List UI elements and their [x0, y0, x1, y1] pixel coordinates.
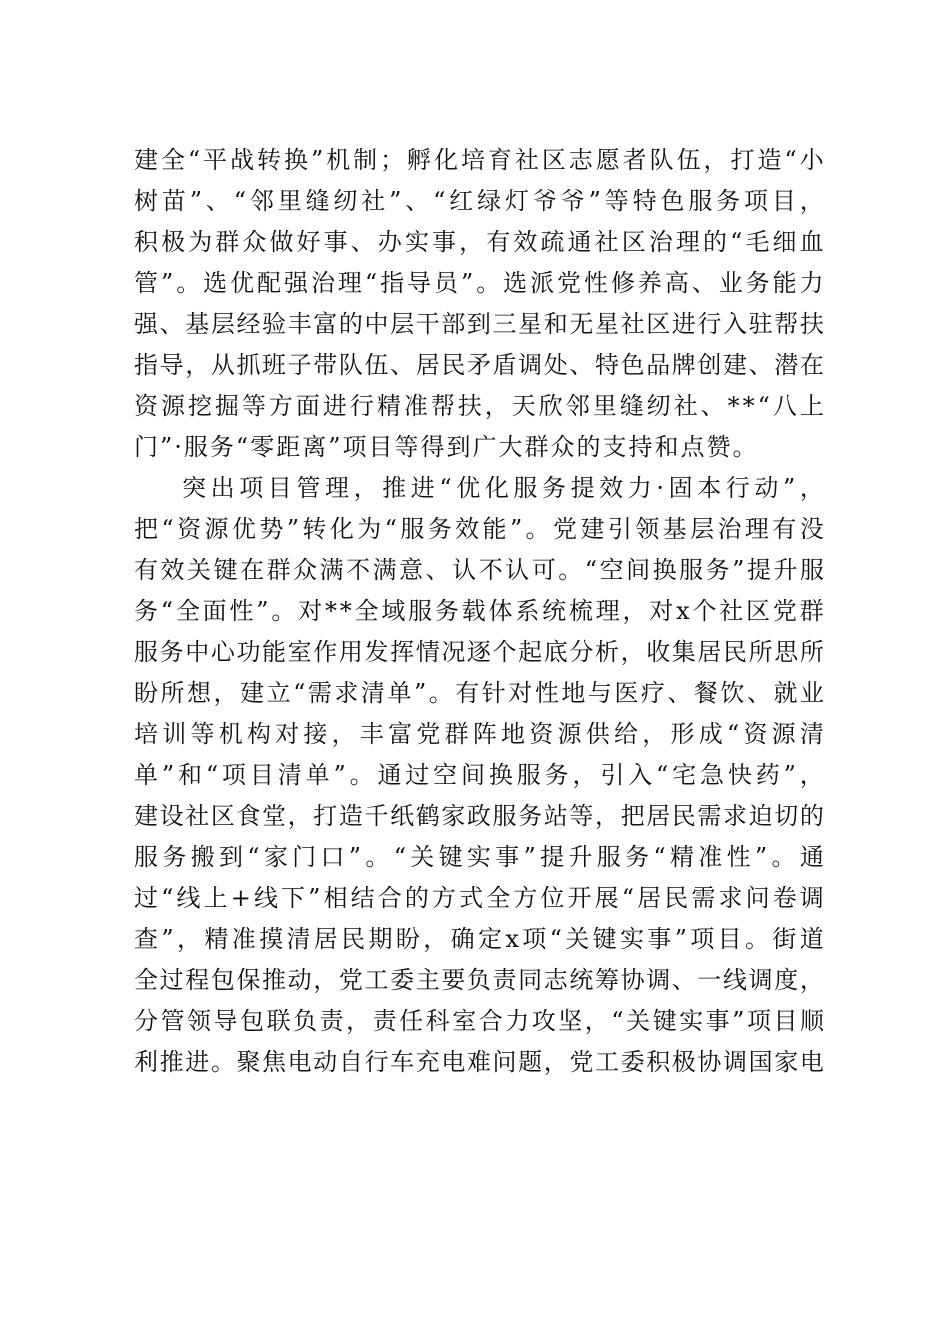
- text-line: 树 苗 ” 、 “ 邻 里 缝 纫 社 ” 、 “ 红 绿 灯 爷 爷 ” 等 特 色 服 务 项 目 ，: [134, 187, 824, 215]
- text-line: 积 极 为 群 众 做 好 事 、 办 实 事 ， 有 效 疏 通 社 区 治 理 的 “ 毛 细 血: [134, 228, 824, 256]
- text-line: 建 全 “ 平 战 转 换 ” 机 制 ； 孵 化 培 育 社 区 志 愿 者 队 伍 ， 打 造 “ 小: [134, 146, 824, 174]
- text-line: 管 ” 。 选 优 配 强 治 理 “ 指 导 员 ” 。 选 派 党 性 修 养 高 、 业 务 能 力: [134, 269, 824, 297]
- text-line: 有 效 关 键 在 群 众 满 不 满 意 、 认 不 认 可 。 “ 空 间 换 服 务 ” 提 升 服: [134, 556, 824, 584]
- text-line: 突 出 项 目 管 理 ， 推 进 “ 优 化 服 务 提 效 力 · 固 本 行 动 ” ，: [182, 474, 824, 502]
- text-line: 服 务 中 心 功 能 室 作 用 发 挥 情 况 逐 个 起 底 分 析 ， 收 集 居 民 所 思 所: [134, 638, 824, 666]
- text-line: 盼 所 想 ， 建 立 “ 需 求 清 单 ” 。 有 针 对 性 地 与 医 疗 、 餐 饮 、 就 业: [134, 679, 824, 707]
- text-line: 资 源 挖 掘 等 方 面 进 行 精 准 帮 扶 ， 天 欣 邻 里 缝 纫 社 、 * * “ 八 上: [134, 392, 824, 420]
- text-line: 强 、 基 层 经 验 丰 富 的 中 层 干 部 到 三 星 和 无 星 社 区 进 行 入 驻 帮 扶: [134, 310, 824, 338]
- paragraph-1: [134, 140, 824, 468]
- text-line: 务 “ 全 面 性 ” 。 对 * * 全 域 服 务 载 体 系 统 梳 理 ， 对 x 个 社 区 党 群: [134, 597, 824, 625]
- text-line: 把 “ 资 源 优 势 ” 转 化 为 “ 服 务 效 能 ” 。 党 建 引 领 基 层 治 理 有 没: [134, 515, 824, 543]
- text-line: 查 ” ， 精 准 摸 清 居 民 期 盼 ， 确 定 x 项 “ 关 键 实 事 ” 项 目 。 街 道: [134, 925, 824, 953]
- text-line: 培 训 等 机 构 对 接 ， 丰 富 党 群 阵 地 资 源 供 给 ， 形 成 “ 资 源 清: [134, 720, 824, 748]
- text-line: 服 务 搬 到 “ 家 门 口 ” 。 “ 关 键 实 事 ” 提 升 服 务 “ 精 准 性 ” 。 通: [134, 843, 824, 871]
- text-line: 指 导 ， 从 抓 班 子 带 队 伍 、 居 民 矛 盾 调 处 、 特 色 品 牌 创 建 、 潜 在: [134, 351, 824, 379]
- text-line: 过 “ 线 上 + 线 下 ” 相 结 合 的 方 式 全 方 位 开 展 “ 居 民 需 求 问 卷 调: [134, 884, 824, 912]
- text-line: 门 ” · 服 务 “ 零 距 离 ” 项 目 等 得 到 广 大 群 众 的 支 持 和 点 赞 。: [134, 433, 759, 461]
- paragraph-2: [134, 468, 824, 1083]
- document-body: [134, 140, 824, 1083]
- text-line: 分 管 领 导 包 联 负 责 ， 责 任 科 室 合 力 攻 坚 ， “ 关 键 实 事 ” 项 目 顺: [134, 1007, 824, 1035]
- text-line: 建 设 社 区 食 堂 ， 打 造 千 纸 鹤 家 政 服 务 站 等 ， 把 居 民 需 求 迫 切 的: [134, 802, 824, 830]
- text-line: 全 过 程 包 保 推 动 ， 党 工 委 主 要 负 责 同 志 统 筹 协 调 、 一 线 调 度 ，: [134, 966, 824, 994]
- text-line: 单 ” 和 “ 项 目 清 单 ” 。 通 过 空 间 换 服 务 ， 引 入 “ 宅 急 快 药 ” ，: [134, 761, 824, 789]
- text-line: 利 推 进 。 聚 焦 电 动 自 行 车 充 电 难 问 题 ， 党 工 委 积 极 协 调 国 家 电: [134, 1048, 824, 1076]
